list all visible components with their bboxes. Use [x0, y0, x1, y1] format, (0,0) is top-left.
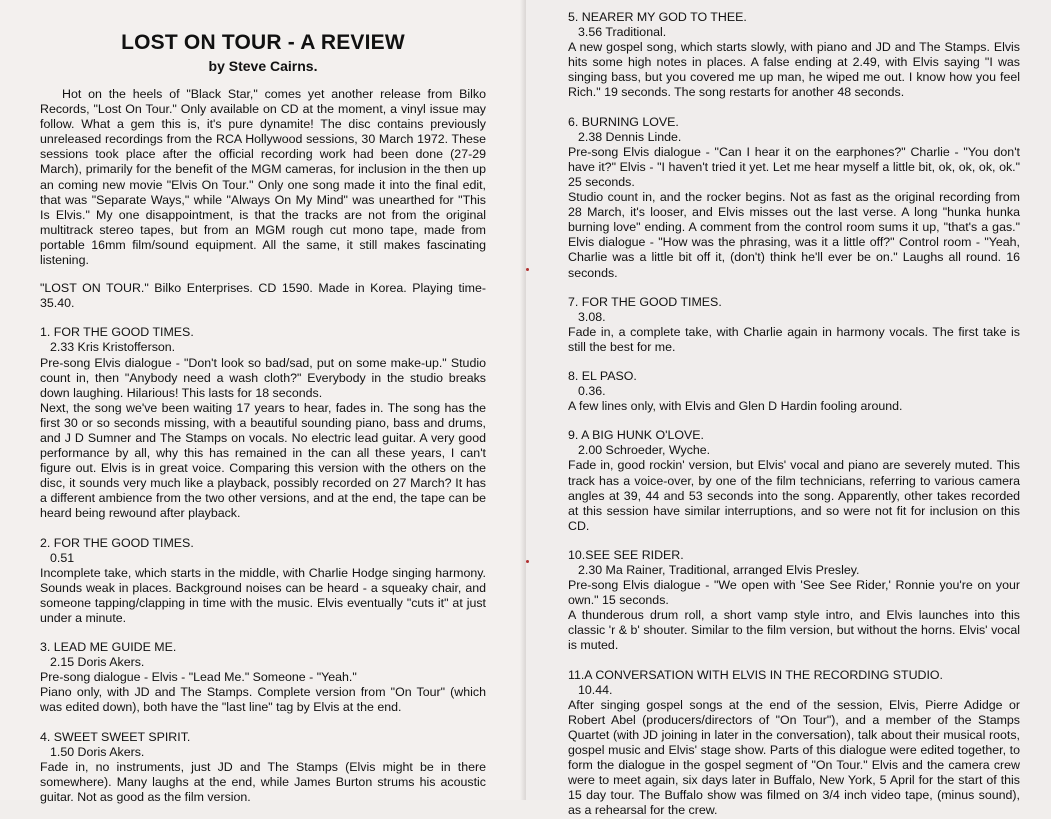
track-entry [568, 115, 1020, 281]
track-duration-writer: 3.08. [578, 309, 606, 324]
page-mark [526, 268, 529, 271]
track-description: Next, the song we've been waiting 17 years to hear, fades in. The song has the first 30 or so seconds missing, with a beautiful sounding piano, bass and drums, and J D Sumner and The Stamps on vocals. No electric lead guitar. A very good performance by all, why this has remained in the can all these years, I can't figure out. Elvis is in great voice. Comparing this version with the others on the disc, it sounds very much like a playback, possibly recorded on 27 March? It has a different ambience from the two other versions, and at the end, the tape can be heard being rewound after playback. [40, 400, 486, 521]
track-title: 9. A BIG HUNK O'LOVE. [568, 428, 704, 443]
track-title: 4. SWEET SWEET SPIRIT. [40, 729, 191, 744]
track-entry [568, 668, 1020, 819]
track-description: Pre-song Elvis dialogue - "We open with 'See See Rider,' Ronnie you're on your own." 15 seconds. [568, 578, 1020, 608]
track-title: 2. FOR THE GOOD TIMES. [40, 535, 194, 550]
track-description: A thunderous drum roll, a short vamp style intro, and Elvis launches into this classic 'r & b' shouter. Similar to the film version, but without the horns. Elvis' vocal is muted. [568, 608, 1020, 653]
track-description: Fade in, a complete take, with Charlie again in harmony vocals. The first take is still the best for me. [568, 324, 1020, 354]
track-entry [40, 640, 486, 715]
track-duration-writer: 0.51 [50, 550, 75, 565]
right-track-list [568, 10, 1020, 819]
track-duration-writer: 2.38 Dennis Linde. [578, 129, 682, 144]
track-duration-writer: 2.15 Doris Akers. [50, 655, 145, 670]
track-duration-writer: 1.50 Doris Akers. [50, 744, 145, 759]
track-duration-writer: 2.00 Schroeder, Wyche. [578, 443, 711, 458]
track-entry [40, 325, 486, 521]
left-column [40, 0, 486, 805]
track-title: 10.SEE SEE RIDER. [568, 547, 684, 562]
track-entry [568, 428, 1020, 534]
track-entry [40, 730, 486, 805]
track-entry [568, 295, 1020, 355]
track-description: A few lines only, with Elvis and Glen D Hardin fooling around. [568, 399, 903, 414]
track-description: Incomplete take, which starts in the middle, with Charlie Hodge singing harmony. Sounds weak in places. Background noises can be heard - a squeaky chair, and someone tapping/clapping in time with the music. Elvis eventually "cuts it" at just under a minute. [40, 565, 486, 625]
track-description: Pre-song dialogue - Elvis - "Lead Me." Someone - "Yeah." [40, 670, 357, 685]
left-page [0, 0, 526, 804]
right-column [568, 0, 1020, 819]
intro-paragraph: Hot on the heels of "Black Star," comes yet another release from Bilko Records, "Lost On Tour." Only available on CD at the moment, a vinyl issue may follow. What a gem this is, it's pure dynamite! The disc contains previously unreleased recordings from the RCA Hollywood sessions, 30 March 1972. These sessions took place after the official recording work had been done (27-29 March), primarily for the benefit of the MGM cameras, for inclusion in the then up an coming new movie "Elvis On Tour." Only one song made it into the final edit, that was "Separate Ways," while "Always On My Mind" was unearthed for "This Is Elvis." My one disappointment, is that the tracks are not from the original multitrack stereo tapes, but from an MGM rough cut mono tape, made from portable 16mm film/sound equipment. All the same, it still makes fascinating listening. [40, 87, 486, 268]
track-duration-writer: 0.36. [578, 384, 606, 399]
track-entry [40, 536, 486, 627]
track-title: 1. FOR THE GOOD TIMES. [40, 325, 194, 340]
track-description: Pre-song Elvis dialogue - "Can I hear it on the earphones?" Charlie - "You don't have it?" Elvis - "I haven't tried it yet. Let me hear myself a little bit, ok, ok, ok, ok." 25 seconds. [568, 144, 1020, 189]
article-title: LOST ON TOUR - A REVIEW [121, 31, 405, 54]
track-duration-writer: 2.30 Ma Rainer, Traditional, arranged Elvis Presley. [578, 563, 860, 577]
track-description: Studio count in, and the rocker begins. Not as fast as the original recording from 28 March, it's looser, and Elvis misses out the last verse. A long "hunka hunka burning love" ending. A comment from the control room sums it up, "that's a gas." Elvis dialogue - "How was the phrasing, was it a little off?" Control room - "Yeah, Charlie was a little bit off it, (don't) think he'll ever be on." Laughs all round. 16 seconds. [568, 190, 1020, 280]
track-description: After singing gospel songs at the end of the session, Elvis, Pierre Adidge or Robert Abel (producers/directors of "On Tour"), and a member of the Stamps Quartet (with JD joining in later in the conversation), talk about their musical roots, gospel music and Elvis' stage show. Parts of this dialogue were edited together, to form the dialogue in the gospel segment of "On Tour." Elvis and the camera crew were to meet again, six days later in Buffalo, New York, 5 April for the start of this 15 day tour. The Buffalo show was filmed on 3/4 inch video tape, (minus sound), as a rehearsal for the crew. [568, 697, 1020, 818]
track-description: Fade in, good rockin' version, but Elvis' vocal and piano are severely muted. This track has a voice-over, by one of the film technicians, referring to various camera angles at 39, 44 and 53 seconds into the song. Apparently, other takes recorded at this session have similar interruptions, and so were not fit for inclusion on this CD. [568, 458, 1020, 533]
track-entry [568, 548, 1020, 654]
track-title: 11.A CONVERSATION WITH ELVIS IN THE RECORDING STUDIO. [568, 667, 943, 682]
track-title: 3. LEAD ME GUIDE ME. [40, 640, 177, 655]
track-title: 6. BURNING LOVE. [568, 114, 679, 129]
track-title: 5. NEARER MY GOD TO THEE. [568, 10, 747, 24]
right-page [526, 0, 1051, 818]
track-description: Pre-song Elvis dialogue - "Don't look so bad/sad, put on some make-up." Studio count in, then "Anybody need a wash cloth?" Everybody in the studio breaks down laughing. Hilarious! This lasts for 18 seconds. [40, 355, 486, 400]
track-duration-writer: 10.44. [578, 682, 613, 697]
track-entry [568, 369, 1020, 414]
article-byline: by Steve Cairns. [208, 58, 318, 74]
track-title: 7. FOR THE GOOD TIMES. [568, 294, 722, 309]
track-duration-writer: 2.33 Kris Kristofferson. [50, 340, 176, 355]
release-info: "LOST ON TOUR." Bilko Enterprises. CD 1590. Made in Korea. Playing time- 35.40. [40, 281, 486, 311]
track-description: A new gospel song, which starts slowly, with piano and JD and The Stamps. Elvis hits some high notes in places. A false ending at 2.49, with Elvis saying "I was singing bass, but you covered me up man, he wiped me out. I know how you feel Rich." 19 seconds. The song restarts for another 48 seconds. [568, 40, 1020, 100]
track-description: Piano only, with JD and The Stamps. Complete version from "On Tour" (which was edited down), both have the "last line" tag by Elvis at the end. [40, 685, 486, 715]
track-entry [568, 10, 1020, 101]
track-description: Fade in, no instruments, just JD and The Stamps (Elvis might be in there somewhere). Many laughs at the end, while James Burton strums his acoustic guitar. Not as good as the film version. [40, 759, 486, 804]
left-track-list [40, 325, 486, 805]
track-duration-writer: 3.56 Traditional. [578, 25, 667, 40]
page-mark [526, 560, 529, 563]
track-title: 8. EL PASO. [568, 368, 637, 383]
